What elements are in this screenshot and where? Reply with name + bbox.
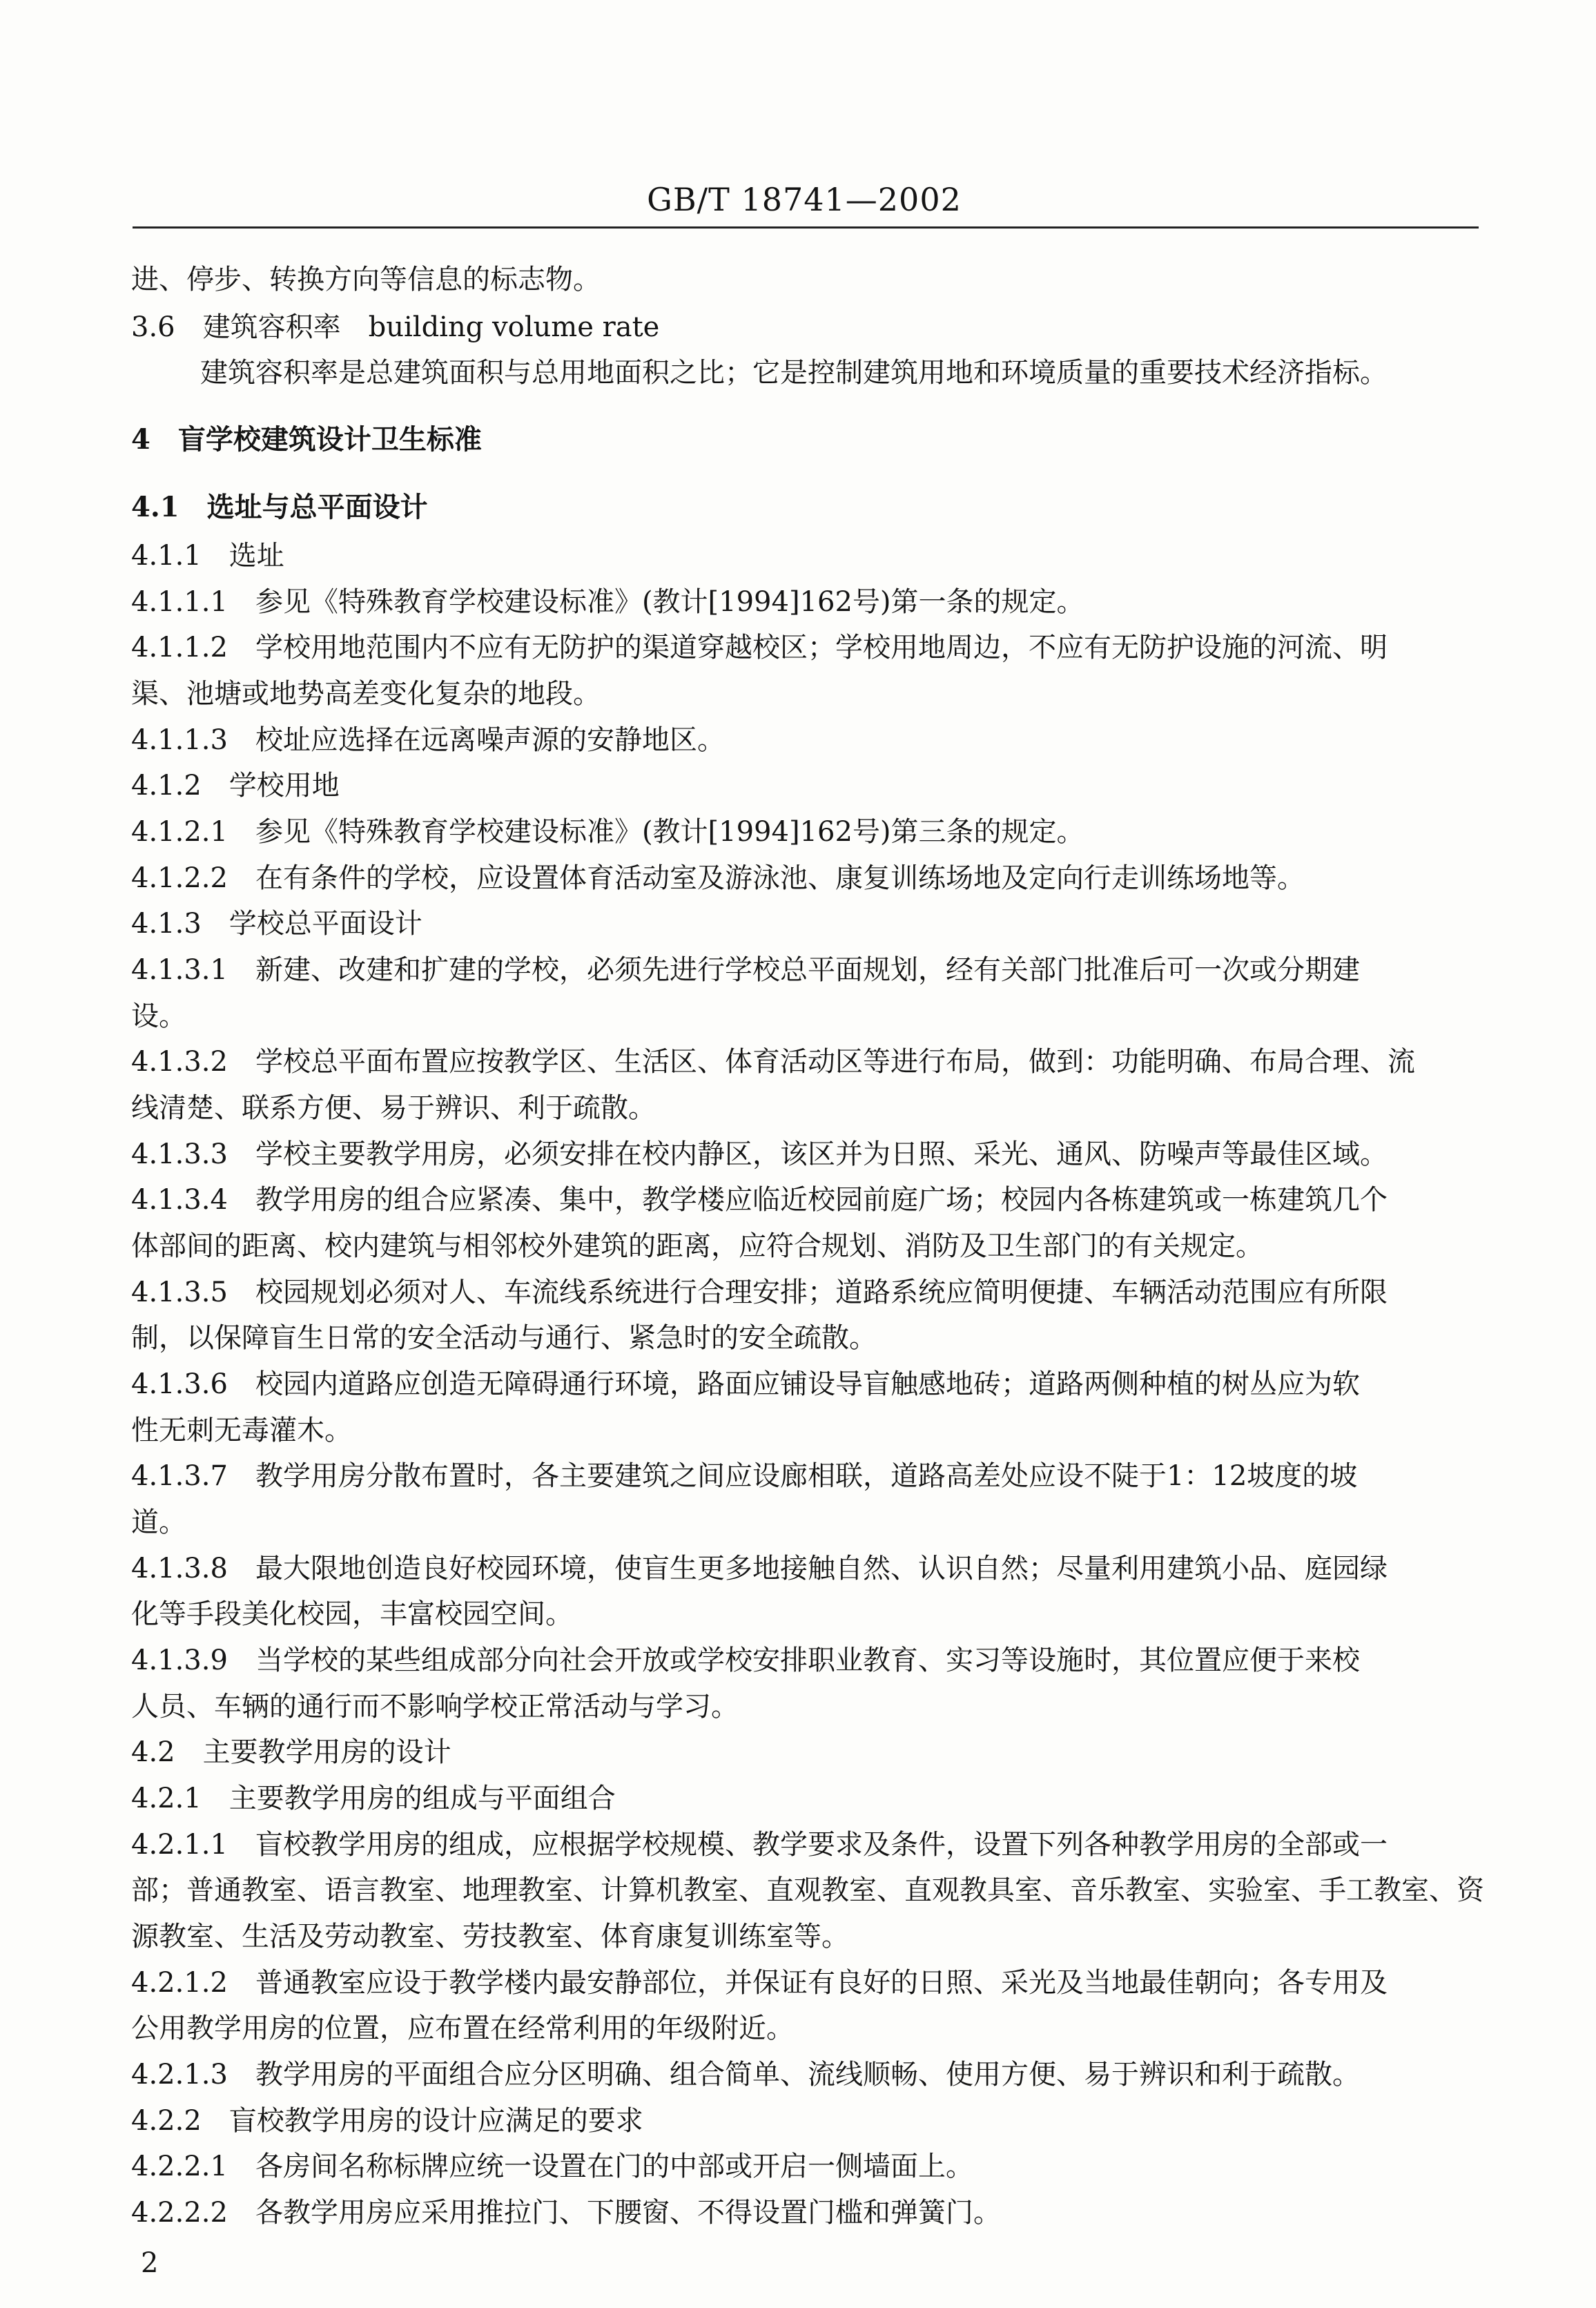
section-heading: 4 盲学校建筑设计卫生标准 xyxy=(131,423,482,456)
clause-heading: 4.1.1 选址 xyxy=(131,540,284,572)
clause-heading: 4.2 主要教学用房的设计 xyxy=(131,1736,451,1768)
text-line: 化等手段美化校园，丰富校园空间。 xyxy=(131,1598,573,1630)
text-line: 4.2.1.3 教学用房的平面组合应分区明确、组合简单、流线顺畅、使用方便、易于辨识和利于疏散。 xyxy=(131,2059,1360,2091)
text-line: 部；普通教室、语言教室、地理教室、计算机教室、直观教室、直观教具室、音乐教室、实验室、手工教室、资 xyxy=(131,1874,1484,1906)
clause-heading: 4.2.2 盲校教学用房的设计应满足的要求 xyxy=(131,2105,643,2137)
text-line: 体部间的距离、校内建筑与相邻校外建筑的距离，应符合规划、消防及卫生部门的有关规定。 xyxy=(131,1230,1263,1262)
clause-heading: 4.1.3 学校总平面设计 xyxy=(131,908,422,940)
text-line: 4.1.2.1 参见《特殊教育学校建设标准》(教计[1994]162号)第三条的规定。 xyxy=(131,816,1084,848)
text-line: 公用教学用房的位置，应布置在经常利用的年级附近。 xyxy=(131,2013,794,2044)
text-line: 道。 xyxy=(131,1506,186,1538)
text-line: 建筑容积率是总建筑面积与总用地面积之比；它是控制建筑用地和环境质量的重要技术经济指标。 xyxy=(200,357,1388,389)
text-line: 4.1.1.3 校址应选择在远离噪声源的安静地区。 xyxy=(131,724,725,756)
text-line: 4.1.2.2 在有条件的学校，应设置体育活动室及游泳池、康复训练场地及定向行走训练场地等。 xyxy=(131,862,1305,894)
text-line: 4.2.2.1 各房间名称标牌应统一设置在门的中部或开启一侧墙面上。 xyxy=(131,2151,973,2182)
standard-number-header: GB/T 18741—2002 xyxy=(647,181,962,218)
text-line: 源教室、生活及劳动教室、劳技教室、体育康复训练室等。 xyxy=(131,1921,849,1952)
clause-heading: 3.6 建筑容积率 building volume rate xyxy=(131,311,660,343)
text-line: 4.1.3.2 学校总平面布置应按教学区、生活区、体育活动区等进行布局，做到：功能明确、布局合理、流 xyxy=(131,1046,1415,1078)
clause-heading: 4.2.1 主要教学用房的组成与平面组合 xyxy=(131,1783,616,1814)
text-line: 4.1.3.1 新建、改建和扩建的学校，必须先进行学校总平面规划，经有关部门批准后可一次或分期建 xyxy=(131,954,1360,986)
text-line: 4.1.3.9 当学校的某些组成部分向社会开放或学校安排职业教育、实习等设施时，其位置应便于来校 xyxy=(131,1645,1360,1676)
text-line: 进、停步、转换方向等信息的标志物。 xyxy=(131,264,601,295)
text-line: 4.1.1.2 学校用地范围内不应有无防护的渠道穿越校区；学校用地周边，不应有无防护设施的河流、明 xyxy=(131,632,1388,663)
text-line: 线清楚、联系方便、易于辨识、利于疏散。 xyxy=(131,1092,656,1124)
text-line: 4.2.2.2 各教学用房应采用推拉门、下腰窗、不得设置门槛和弹簧门。 xyxy=(131,2197,1001,2229)
text-line: 4.1.3.8 最大限地创造良好校园环境，使盲生更多地接触自然、认识自然；尽量利用建筑小品、庭园绿 xyxy=(131,1553,1388,1584)
text-line: 4.1.1.1 参见《特殊教育学校建设标准》(教计[1994]162号)第一条的规定。 xyxy=(131,586,1084,618)
text-line: 性无刺无毒灌木。 xyxy=(131,1415,352,1446)
text-line: 4.2.1.1 盲校教学用房的组成，应根据学校规模、教学要求及条件，设置下列各种教学用房的全部或一 xyxy=(131,1829,1388,1861)
text-line: 人员、车辆的通行而不影响学校正常活动与学习。 xyxy=(131,1691,739,1723)
text-line: 4.1.3.4 教学用房的组合应紧凑、集中，教学楼应临近校园前庭广场；校园内各栋建筑或一栋建筑几个 xyxy=(131,1184,1388,1216)
text-line: 4.1.3.6 校园内道路应创造无障碍通行环境，路面应铺设导盲触感地砖；道路两侧种植的树丛应为软 xyxy=(131,1368,1360,1400)
header-divider xyxy=(133,226,1479,229)
page-number: 2 xyxy=(141,2247,159,2279)
text-line: 渠、池塘或地势高差变化复杂的地段。 xyxy=(131,678,601,710)
clause-heading: 4.1.2 学校用地 xyxy=(131,770,340,802)
text-line: 4.2.1.2 普通教室应设于教学楼内最安静部位，并保证有良好的日照、采光及当地最佳朝向；各专用及 xyxy=(131,1967,1388,1999)
text-line: 设。 xyxy=(131,1000,186,1032)
text-line: 制，以保障盲生日常的安全活动与通行、紧急时的安全疏散。 xyxy=(131,1322,877,1354)
text-line: 4.1.3.7 教学用房分散布置时，各主要建筑之间应设廊相联，道路高差处应设不陡于1：12坡度的坡 xyxy=(131,1460,1358,1492)
text-line: 4.1.3.3 学校主要教学用房，必须安排在校内静区，该区并为日照、采光、通风、防噪声等最佳区域。 xyxy=(131,1138,1388,1170)
section-heading: 4.1 选址与总平面设计 xyxy=(131,491,428,523)
text-line: 4.1.3.5 校园规划必须对人、车流线系统进行合理安排；道路系统应简明便捷、车辆活动范围应有所限 xyxy=(131,1277,1388,1308)
